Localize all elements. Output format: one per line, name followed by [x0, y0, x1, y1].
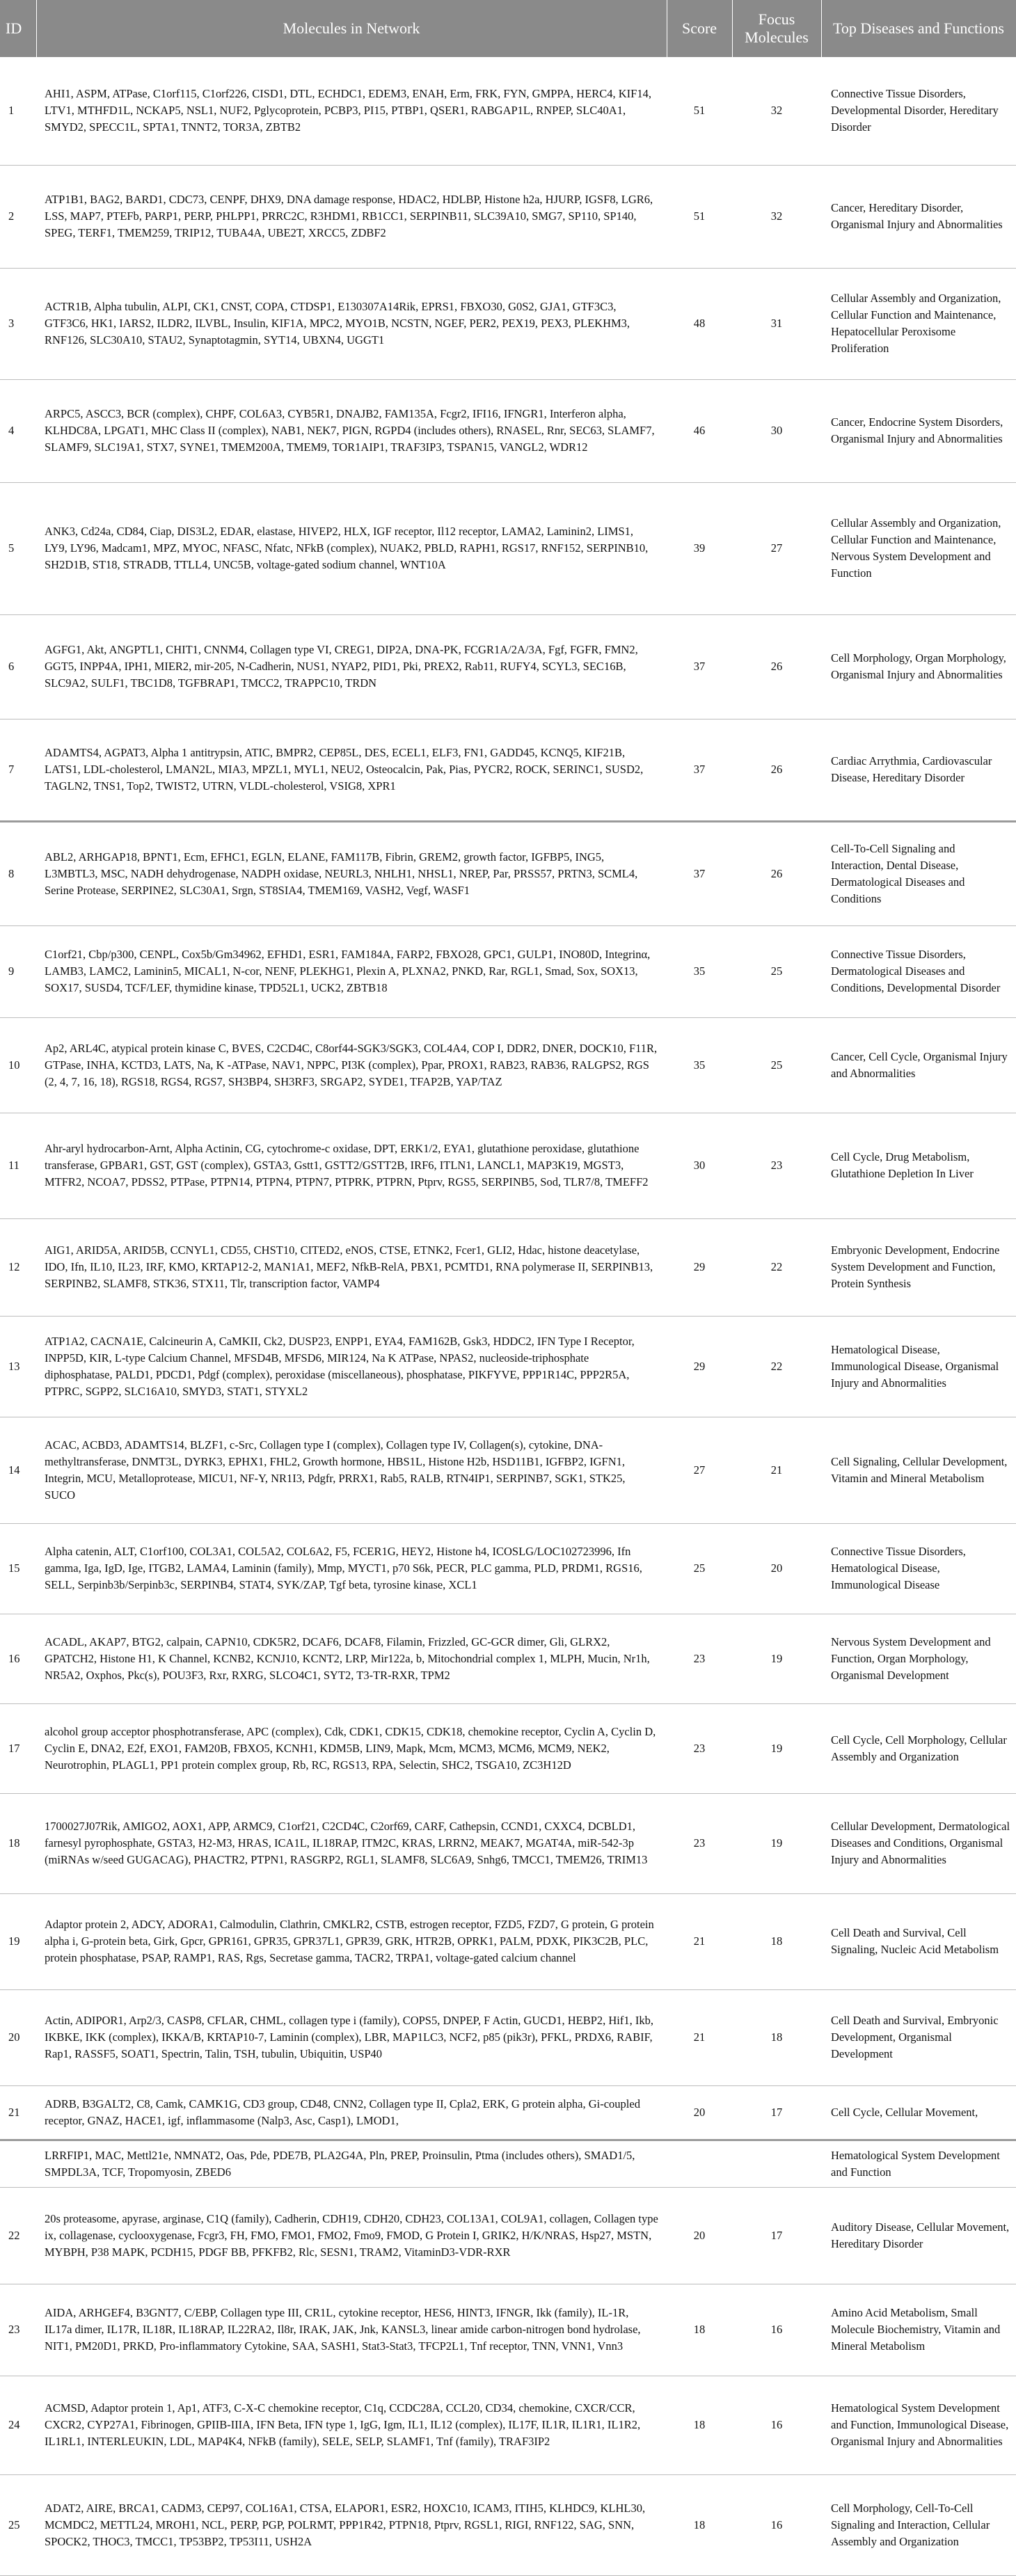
table-row — [0, 1793, 1016, 1893]
cell-score: 18 — [667, 2376, 732, 2474]
cell-id: 11 — [0, 1113, 36, 1218]
table-row — [0, 1417, 1016, 1523]
cell-molecules: ACTR1B, Alpha tubulin, ALPI, CK1, CNST, COPA, CTDSP1, E130307A14Rik, EPRS1, FBXO30, G0S2, GJA1, GTF3C3, GTF3C6, HK1, IARS2, ILDR2, ILVBL, Insulin, KIF1A, MPC2, MYO1B, NCSTN, NGEF, PER2, PEX19, PEX3, PLEKHM3, RNF126, SLC30A10, STAU2, Synaptotagmin, SYT14, UBXN4, UGGT1 — [36, 268, 667, 379]
cell-top-diseases: Connective Tissue Disorders, Developmental Disorder, Hereditary Disorder — [821, 57, 1016, 165]
cell-score: 23 — [667, 1614, 732, 1703]
cell-top-diseases: Cell Cycle, Drug Metabolism, Glutathione Depletion In Liver — [821, 1113, 1016, 1218]
cell-top-diseases: Hematological Disease, Immunological Disease, Organismal Injury and Abnormalities — [821, 1316, 1016, 1417]
cell-focus-molecules: 25 — [732, 925, 821, 1017]
header-id: ID — [0, 0, 36, 57]
table-row — [0, 1614, 1016, 1703]
cell-top-diseases: Cardiac Arrythmia, Cardiovascular Disease, Hereditary Disorder — [821, 719, 1016, 821]
cell-score: 37 — [667, 821, 732, 925]
cell-id: 14 — [0, 1417, 36, 1523]
header-top-diseases: Top Diseases and Functions — [821, 0, 1016, 57]
cell-top-diseases: Amino Acid Metabolism, Small Molecule Biochemistry, Vitamin and Mineral Metabolism — [821, 2284, 1016, 2376]
cell-id: 18 — [0, 1793, 36, 1893]
cell-id: 24 — [0, 2376, 36, 2474]
cell-molecules: ATP1A2, CACNA1E, Calcineurin A, CaMKII, Ck2, DUSP23, ENPP1, EYA4, FAM162B, Gsk3, HDDC2, IFN Type I Receptor, INPP5D, KIR, L-type Calcium Channel, MFSD4B, MFSD6, MIR124, Na K ATPase, NPAS2, nucleoside-triphosphate diphosphatase, PALD1, PDCD1, Pdgf (complex), peroxidase (miscellaneous), phosphatase, PIKFYVE, PPP1R14C, PPP2R5A, PTPRC, SGPP2, SLC16A10, SMYD3, STAT1, STYXL2 — [36, 1316, 667, 1417]
cell-id: 10 — [0, 1017, 36, 1113]
header-molecules: Molecules in Network — [36, 0, 667, 57]
cell-focus-molecules: 31 — [732, 268, 821, 379]
cell-top-diseases: Cell Morphology, Organ Morphology, Organismal Injury and Abnormalities — [821, 614, 1016, 719]
cell-id — [0, 2140, 36, 2187]
cell-top-diseases: Auditory Disease, Cellular Movement, Hereditary Disorder — [821, 2187, 1016, 2284]
cell-molecules: ADRB, B3GALT2, C8, Camk, CAMK1G, CD3 group, CD48, CNN2, Collagen type II, Cpla2, ERK, G protein alpha, Gi-coupled receptor, GNAZ, HACE1, igf, inflammasome (Nalp3, Asc, Casp1), LMOD1, — [36, 2085, 667, 2140]
table-row — [0, 2376, 1016, 2474]
cell-score: 46 — [667, 379, 732, 482]
cell-top-diseases: Cell Cycle, Cell Morphology, Cellular Assembly and Organization — [821, 1703, 1016, 1793]
cell-score: 35 — [667, 925, 732, 1017]
cell-molecules: LRRFIP1, MAC, Mettl21e, NMNAT2, Oas, Pde, PDE7B, PLA2G4A, Pln, PREP, Proinsulin, Ptma (includes others), SMAD1/5, SMPDL3A, TCF, Tropomyosin, ZBED6 — [36, 2140, 667, 2187]
cell-id: 9 — [0, 925, 36, 1017]
cell-molecules: ATP1B1, BAG2, BARD1, CDC73, CENPF, DHX9, DNA damage response, HDAC2, HDLBP, Histone h2a, HJURP, IGSF8, LGR6, LSS, MAP7, PTEFb, PARP1, PERP, PHLPP1, PRRC2C, R3HDM1, RB1CC1, SERPINB11, SLC39A10, SMG7, SP110, SP140, SPEG, TERF1, TMEM259, TRIP12, TUBA4A, UBE2T, XRCC5, ZDBF2 — [36, 165, 667, 268]
cell-top-diseases: Nervous System Development and Function, Organ Morphology, Organismal Development — [821, 1614, 1016, 1703]
cell-id: 13 — [0, 1316, 36, 1417]
cell-focus-molecules: 22 — [732, 1218, 821, 1316]
cell-score: 27 — [667, 1417, 732, 1523]
table-row — [0, 1316, 1016, 1417]
cell-molecules: Alpha catenin, ALT, C1orf100, COL3A1, COL5A2, COL6A2, F5, FCER1G, HEY2, Histone h4, ICOSLG/LOC102723996, Ifn gamma, Iga, IgD, Ige, ITGB2, LAMA4, Laminin (family), Mmp, MYCT1, p70 S6k, PECR, PLC gamma, PLD, PRDM1, RGS16, SELL, Serpinb3b/Serpinb3c, SERPINB4, STAT4, SYK/ZAP, Tgf beta, tyrosine kinase, XCL1 — [36, 1523, 667, 1614]
cell-score: 23 — [667, 1703, 732, 1793]
cell-focus-molecules: 16 — [732, 2474, 821, 2575]
cell-focus-molecules: 19 — [732, 1614, 821, 1703]
cell-score: 18 — [667, 2284, 732, 2376]
cell-score: 25 — [667, 1523, 732, 1614]
cell-molecules: alcohol group acceptor phosphotransferase, APC (complex), Cdk, CDK1, CDK15, CDK18, chemokine receptor, Cyclin A, Cyclin D, Cyclin E, DNA2, E2f, EXO1, FAM20B, FBXO5, KCNH1, KDM5B, LIN9, Mapk, Mcm, MCM3, MCM6, MCM9, NEK2, Neurotrophin, PLAGL1, PP1 protein complex group, Rb, RC, RGS13, RPA, Selectin, SHC2, TSGA10, ZC3H12D — [36, 1703, 667, 1793]
cell-id: 15 — [0, 1523, 36, 1614]
table-body — [0, 57, 1016, 2575]
cell-score: 51 — [667, 57, 732, 165]
cell-focus-molecules: 21 — [732, 1417, 821, 1523]
cell-focus-molecules: 23 — [732, 1113, 821, 1218]
cell-top-diseases: Cancer, Hereditary Disorder, Organismal Injury and Abnormalities — [821, 165, 1016, 268]
cell-top-diseases: Cellular Development, Dermatological Diseases and Conditions, Organismal Injury and Abnormalities — [821, 1793, 1016, 1893]
cell-id: 25 — [0, 2474, 36, 2575]
cell-id: 5 — [0, 482, 36, 614]
cell-id: 8 — [0, 821, 36, 925]
cell-top-diseases: Embryonic Development, Endocrine System Development and Function, Protein Synthesis — [821, 1218, 1016, 1316]
cell-score: 39 — [667, 482, 732, 614]
table-row — [0, 821, 1016, 925]
table-row — [0, 1703, 1016, 1793]
cell-focus-molecules: 19 — [732, 1703, 821, 1793]
cell-top-diseases: Cell Signaling, Cellular Development, Vitamin and Mineral Metabolism — [821, 1417, 1016, 1523]
table-row — [0, 379, 1016, 482]
cell-focus-molecules: 26 — [732, 821, 821, 925]
cell-molecules: AIDA, ARHGEF4, B3GNT7, C/EBP, Collagen type III, CR1L, cytokine receptor, HES6, HINT3, IFNGR, Ikk (family), IL-1R, IL17a dimer, IL17R, IL18R, IL18RAP, IL22RA2, Il8r, IRAK, JAK, Jnk, KANSL3, linear amide carbon-nitrogen bond hydrolase, NIT1, PM20D1, PRKD, Pro-inflammatory Cytokine, SAA, SASH1, Stat3-Stat3, TFCP2L1, Tnf receptor, TNN, VNN1, Vnn3 — [36, 2284, 667, 2376]
table-row — [0, 1989, 1016, 2085]
cell-molecules: ACMSD, Adaptor protein 1, Ap1, ATF3, C-X-C chemokine receptor, C1q, CCDC28A, CCL20, CD34, chemokine, CXCR/CCR, CXCR2, CYP27A1, Fibrinogen, GPIIB-IIIA, IFN Beta, IFN type 1, IgG, Igm, IL1, IL12 (complex), IL17F, IL1R, IL1R1, IL1R2, IL1RL1, INTERLEUKIN, LDL, MAP4K4, NFkB (family), SELE, SELP, SLAMF1, Tnf (family), TRAF3IP2 — [36, 2376, 667, 2474]
cell-focus-molecules: 18 — [732, 1893, 821, 1989]
table-row — [0, 925, 1016, 1017]
cell-score: 21 — [667, 1893, 732, 1989]
table-row — [0, 2187, 1016, 2284]
cell-top-diseases: Hematological System Development and Function, Immunological Disease, Organismal Injury and Abnormalities — [821, 2376, 1016, 2474]
cell-id: 20 — [0, 1989, 36, 2085]
cell-molecules: Actin, ADIPOR1, Arp2/3, CASP8, CFLAR, CHML, collagen type i (family), COPS5, DNPEP, F Actin, GUCD1, HEBP2, Hif1, Ikb, IKBKE, IKK (complex), IKKA/B, KRTAP10-7, Laminin (complex), LBR, MAP1LC3, NCF2, p85 (pik3r), PFKL, PRDX6, RABIF, Rap1, RASSF5, SOAT1, Spectrin, Talin, TSH, tubulin, Ubiquitin, USP40 — [36, 1989, 667, 2085]
cell-molecules: Ahr-aryl hydrocarbon-Arnt, Alpha Actinin, CG, cytochrome-c oxidase, DPT, ERK1/2, EYA1, glutathione peroxidase, glutathione transferase, GPBAR1, GST, GST (complex), GSTA3, Gstt1, GSTT2/GSTT2B, IRF6, ITLN1, LANCL1, MAP3K19, MGST3, MTFR2, NCOA7, PDSS2, PTPase, PTPN14, PTPN4, PTPN7, PTPRK, PTPRN, Ptprv, RGS5, SERPINB5, Sod, TLR7/8, TMEFF2 — [36, 1113, 667, 1218]
cell-score: 20 — [667, 2085, 732, 2140]
cell-top-diseases: Cell Death and Survival, Cell Signaling, Nucleic Acid Metabolism — [821, 1893, 1016, 1989]
cell-score: 35 — [667, 1017, 732, 1113]
cell-top-diseases: Cellular Assembly and Organization, Cellular Function and Maintenance, Nervous System Development and Function — [821, 482, 1016, 614]
cell-focus-molecules: 22 — [732, 1316, 821, 1417]
cell-molecules: ANK3, Cd24a, CD84, Ciap, DIS3L2, EDAR, elastase, HIVEP2, HLX, IGF receptor, Il12 receptor, LAMA2, Laminin2, LIMS1, LY9, LY96, Madcam1, MPZ, MYOC, NFASC, Nfatc, NFkB (complex), NUAK2, PBLD, RAPH1, RGS17, RNF152, SERPINB10, SH2D1B, ST18, STRADB, TTLL4, UNC5B, voltage-gated sodium channel, WNT10A — [36, 482, 667, 614]
cell-molecules: AIG1, ARID5A, ARID5B, CCNYL1, CD55, CHST10, CITED2, eNOS, CTSE, ETNK2, Fcer1, GLI2, Hdac, histone deacetylase, IDO, Ifn, IL10, IL23, IRF, KMO, KRTAP12-2, MAN1A1, MEF2, NfkB-RelA, PBX1, PCMTD1, RNA polymerase II, SERPINB13, SERPINB2, SLAMF8, STK36, STX11, Tlr, transcription factor, VAMP4 — [36, 1218, 667, 1316]
cell-top-diseases: Connective Tissue Disorders, Dermatological Diseases and Conditions, Developmental Disorder — [821, 925, 1016, 1017]
cell-score: 18 — [667, 2474, 732, 2575]
cell-id: 3 — [0, 268, 36, 379]
cell-score: 30 — [667, 1113, 732, 1218]
table-row — [0, 2284, 1016, 2376]
cell-focus-molecules: 26 — [732, 614, 821, 719]
cell-molecules: ADAT2, AIRE, BRCA1, CADM3, CEP97, COL16A1, CTSA, ELAPOR1, ESR2, HOXC10, ICAM3, ITIH5, KLHDC9, KLHL30, MCMDC2, METTL24, MROH1, NCL, PERP, PGP, POLRMT, PPP1R42, PTPN18, Ptprv, RGSL1, RIGI, RNF122, SAG, SNN, SPOCK2, THOC3, TMCC1, TP53BP2, TP53I11, USH2A — [36, 2474, 667, 2575]
table-row — [0, 1218, 1016, 1316]
cell-id: 23 — [0, 2284, 36, 2376]
table-row — [0, 165, 1016, 268]
header-focus-molecules: Focus Molecules — [732, 0, 821, 57]
cell-focus-molecules: 27 — [732, 482, 821, 614]
cell-top-diseases: Connective Tissue Disorders, Hematological Disease, Immunological Disease — [821, 1523, 1016, 1614]
cell-molecules: AHI1, ASPM, ATPase, C1orf115, C1orf226, CISD1, DTL, ECHDC1, EDEM3, ENAH, Erm, FRK, FYN, GMPPA, HERC4, KIF14, LTV1, MTHFD1L, NCKAP5, NSL1, NUF2, Pglycoprotein, PCBP3, PI15, PTBP1, QSER1, RABGAP1L, RNPEP, SLC40A1, SMYD2, SPECC1L, SPTA1, TNNT2, TOR3A, ZBTB2 — [36, 57, 667, 165]
cell-id: 4 — [0, 379, 36, 482]
header-row — [0, 0, 1016, 57]
cell-top-diseases: Cell-To-Cell Signaling and Interaction, Dental Disease, Dermatological Diseases and Conditions — [821, 821, 1016, 925]
cell-focus-molecules: 17 — [732, 2085, 821, 2140]
cell-score: 37 — [667, 719, 732, 821]
cell-id: 7 — [0, 719, 36, 821]
table-row — [0, 57, 1016, 165]
cell-id: 22 — [0, 2187, 36, 2284]
cell-score: 29 — [667, 1316, 732, 1417]
cell-molecules: ACADL, AKAP7, BTG2, calpain, CAPN10, CDK5R2, DCAF6, DCAF8, Filamin, Frizzled, GC-GCR dimer, Gli, GLRX2, GPATCH2, Histone H1, K Channel, KCNB2, KCNJ10, KCNT2, LRP, Mir122a, b, Mitochondrial complex 1, MLPH, Mucin, Nr1h, NR5A2, Oxphos, Pkc(s), POU3F3, Rxr, RXRG, SLCO4C1, SYT2, T3-TR-RXR, TPM2 — [36, 1614, 667, 1703]
cell-top-diseases: Hematological System Development and Function — [821, 2140, 1016, 2187]
cell-score: 48 — [667, 268, 732, 379]
cell-score: 29 — [667, 1218, 732, 1316]
cell-molecules: ARPC5, ASCC3, BCR (complex), CHPF, COL6A3, CYB5R1, DNAJB2, FAM135A, Fcgr2, IFI16, IFNGR1, Interferon alpha, KLHDC8A, LPGAT1, MHC Class II (complex), NAB1, NEK7, PIGN, RGPD4 (includes others), RNASEL, Rnr, SEC63, SLAMF7, SLAMF9, SLC19A1, STX7, SYNE1, TMEM200A, TMEM9, TOR1AIP1, TRAF3IP3, TSPAN15, VANGL2, WDR12 — [36, 379, 667, 482]
cell-molecules: AGFG1, Akt, ANGPTL1, CHIT1, CNNM4, Collagen type VI, CREG1, DIP2A, DNA-PK, FCGR1A/2A/3A, Fgf, FGFR, FMN2, GGT5, INPP4A, IPH1, MIER2, mir-205, N-Cadherin, NUS1, NYAP2, PID1, Pki, PREX2, Rab11, RUFY4, SCYL3, SEC16B, SLC9A2, SULF1, TBC1D8, TGFBRAP1, TMCC2, TRAPPC10, TRDN — [36, 614, 667, 719]
table-row — [0, 2085, 1016, 2140]
cell-focus-molecules — [732, 2140, 821, 2187]
cell-molecules: 1700027J07Rik, AMIGO2, AOX1, APP, ARMC9, C1orf21, C2CD4C, C2orf69, CARF, Cathepsin, CCND1, CXXC4, DCBLD1, farnesyl pyrophosphate, GSTA3, H2-M3, HRAS, ICA1L, IL18RAP, ITM2C, KRAS, LRRN2, MEAK7, MGAT4A, miR-542-3p (miRNAs w/seed GUGACAG), PHACTR2, PTPN1, RASGRP2, RGL1, SLAMF8, SLC6A9, Snhg6, TMCC1, TMEM26, TRIM13 — [36, 1793, 667, 1893]
cell-focus-molecules: 19 — [732, 1793, 821, 1893]
cell-focus-molecules: 16 — [732, 2284, 821, 2376]
cell-score: 51 — [667, 165, 732, 268]
cell-molecules: Ap2, ARL4C, atypical protein kinase C, BVES, C2CD4C, C8orf44-SGK3/SGK3, COL4A4, COP I, DDR2, DNER, DOCK10, F11R, GTPase, INHA, KCTD3, LATS, Na, K -ATPase, NAV1, NPPC, PI3K (complex), Ppar, PROX1, RAB23, RAB36, RALGPS2, RGS (2, 4, 7, 16, 18), RGS18, RGS4, RGS7, SH3BP4, SH3RF3, SRGAP2, SYDE1, TFAP2B, YAP/TAZ — [36, 1017, 667, 1113]
cell-id: 12 — [0, 1218, 36, 1316]
table-row — [0, 268, 1016, 379]
table-row — [0, 1523, 1016, 1614]
cell-id: 2 — [0, 165, 36, 268]
cell-molecules: C1orf21, Cbp/p300, CENPL, Cox5b/Gm34962, EFHD1, ESR1, FAM184A, FARP2, FBXO28, GPC1, GULP1, INO80D, Integrinα, LAMB3, LAMC2, Laminin5, MICAL1, N-cor, NENF, PLEKHG1, Plexin A, PLXNA2, PNKD, Rar, RGL1, Smad, Sox, SOX13, SOX17, SUSD4, TCF/LEF, thymidine kinase, TPD52L1, UCK2, ZBTB18 — [36, 925, 667, 1017]
table-row — [0, 2140, 1016, 2187]
table-row — [0, 1017, 1016, 1113]
cell-focus-molecules: 20 — [732, 1523, 821, 1614]
cell-top-diseases: Cancer, Cell Cycle, Organismal Injury and Abnormalities — [821, 1017, 1016, 1113]
table-row — [0, 2474, 1016, 2575]
cell-top-diseases: Cancer, Endocrine System Disorders, Organismal Injury and Abnormalities — [821, 379, 1016, 482]
cell-focus-molecules: 32 — [732, 165, 821, 268]
cell-focus-molecules: 16 — [732, 2376, 821, 2474]
cell-top-diseases: Cell Morphology, Cell-To-Cell Signaling and Interaction, Cellular Assembly and Organization — [821, 2474, 1016, 2575]
cell-molecules: Adaptor protein 2, ADCY, ADORA1, Calmodulin, Clathrin, CMKLR2, CSTB, estrogen receptor, FZD5, FZD7, G protein, G protein alpha i, G-protein beta, Girk, Gpcr, GPR161, GPR35, GPR37L1, GPR39, GRK, HTR2B, OPRK1, PALM, PDXK, PIK3C2B, PLC, protein phosphatase, PSAP, RAMP1, RAS, Rgs, Secretase gamma, TACR2, TRPA1, voltage-gated calcium channel — [36, 1893, 667, 1989]
cell-score: 37 — [667, 614, 732, 719]
cell-id: 19 — [0, 1893, 36, 1989]
cell-molecules: ADAMTS4, AGPAT3, Alpha 1 antitrypsin, ATIC, BMPR2, CEP85L, DES, ECEL1, ELF3, FN1, GADD45, KCNQ5, KIF21B, LATS1, LDL-cholesterol, LMAN2L, MIA3, MPZL1, MYL1, NEU2, Osteocalcin, Pak, Pias, PYCR2, ROCK, SERINC1, SUSD2, TAGLN2, TNS1, Top2, TWIST2, UTRN, VLDL-cholesterol, VSIG8, XPR1 — [36, 719, 667, 821]
table-row — [0, 1113, 1016, 1218]
cell-id: 16 — [0, 1614, 36, 1703]
cell-molecules: ACAC, ACBD3, ADAMTS14, BLZF1, c-Src, Collagen type I (complex), Collagen type IV, Collagen(s), cytokine, DNA-methyltransferase, DNMT3L, DYRK3, EPHX1, FHL2, Growth hormone, HBS1L, Histone H2b, HSD11B1, IGFBP2, IGFN1, Integrin, MCU, Metalloprotease, MICU1, NF-Y, NR1I3, Pdgfr, PRRX1, Rab5, RALB, RTN4IP1, SERPINB7, SGK1, STK25, SUCO — [36, 1417, 667, 1523]
table-row — [0, 719, 1016, 821]
cell-molecules: 20s proteasome, apyrase, arginase, C1Q (family), Cadherin, CDH19, CDH20, CDH23, COL13A1, COL9A1, collagen, Collagen type ix, collagenase, cyclooxygenase, Fcgr3, FH, FMO, FMO1, FMO2, Fmo9, FMOD, G Protein I, GRIK2, H/K/NRAS, Hsp27, MSTN, MYBPH, P38 MAPK, PCDH15, PDGF BB, PFKFB2, Rlc, SESN1, TRAM2, VitaminD3-VDR-RXR — [36, 2187, 667, 2284]
cell-focus-molecules: 17 — [732, 2187, 821, 2284]
cell-focus-molecules: 26 — [732, 719, 821, 821]
cell-score: 21 — [667, 1989, 732, 2085]
table-row — [0, 614, 1016, 719]
cell-id: 21 — [0, 2085, 36, 2140]
cell-top-diseases: Cell Cycle, Cellular Movement, — [821, 2085, 1016, 2140]
cell-id: 17 — [0, 1703, 36, 1793]
cell-score — [667, 2140, 732, 2187]
cell-id: 1 — [0, 57, 36, 165]
cell-molecules: ABL2, ARHGAP18, BPNT1, Ecm, EFHC1, EGLN, ELANE, FAM117B, Fibrin, GREM2, growth factor, IGFBP5, ING5, L3MBTL3, MSC, NADH dehydrogenase, NADPH oxidase, NEURL3, NHLH1, NHSL1, NREP, Par, PRSS57, PRTN3, SCML4, Serine Protease, SERPINE2, SLC30A1, Srgn, ST8SIA4, TMEM169, VASH2, Vegf, WASF1 — [36, 821, 667, 925]
cell-focus-molecules: 30 — [732, 379, 821, 482]
cell-top-diseases: Cell Death and Survival, Embryonic Development, Organismal Development — [821, 1989, 1016, 2085]
table-row — [0, 1893, 1016, 1989]
cell-focus-molecules: 25 — [732, 1017, 821, 1113]
cell-focus-molecules: 32 — [732, 57, 821, 165]
cell-focus-molecules: 18 — [732, 1989, 821, 2085]
cell-id: 6 — [0, 614, 36, 719]
header-score: Score — [667, 0, 732, 57]
cell-score: 20 — [667, 2187, 732, 2284]
table-row — [0, 482, 1016, 614]
cell-score: 23 — [667, 1793, 732, 1893]
cell-top-diseases: Cellular Assembly and Organization, Cellular Function and Maintenance, Hepatocellular Peroxisome Proliferation — [821, 268, 1016, 379]
